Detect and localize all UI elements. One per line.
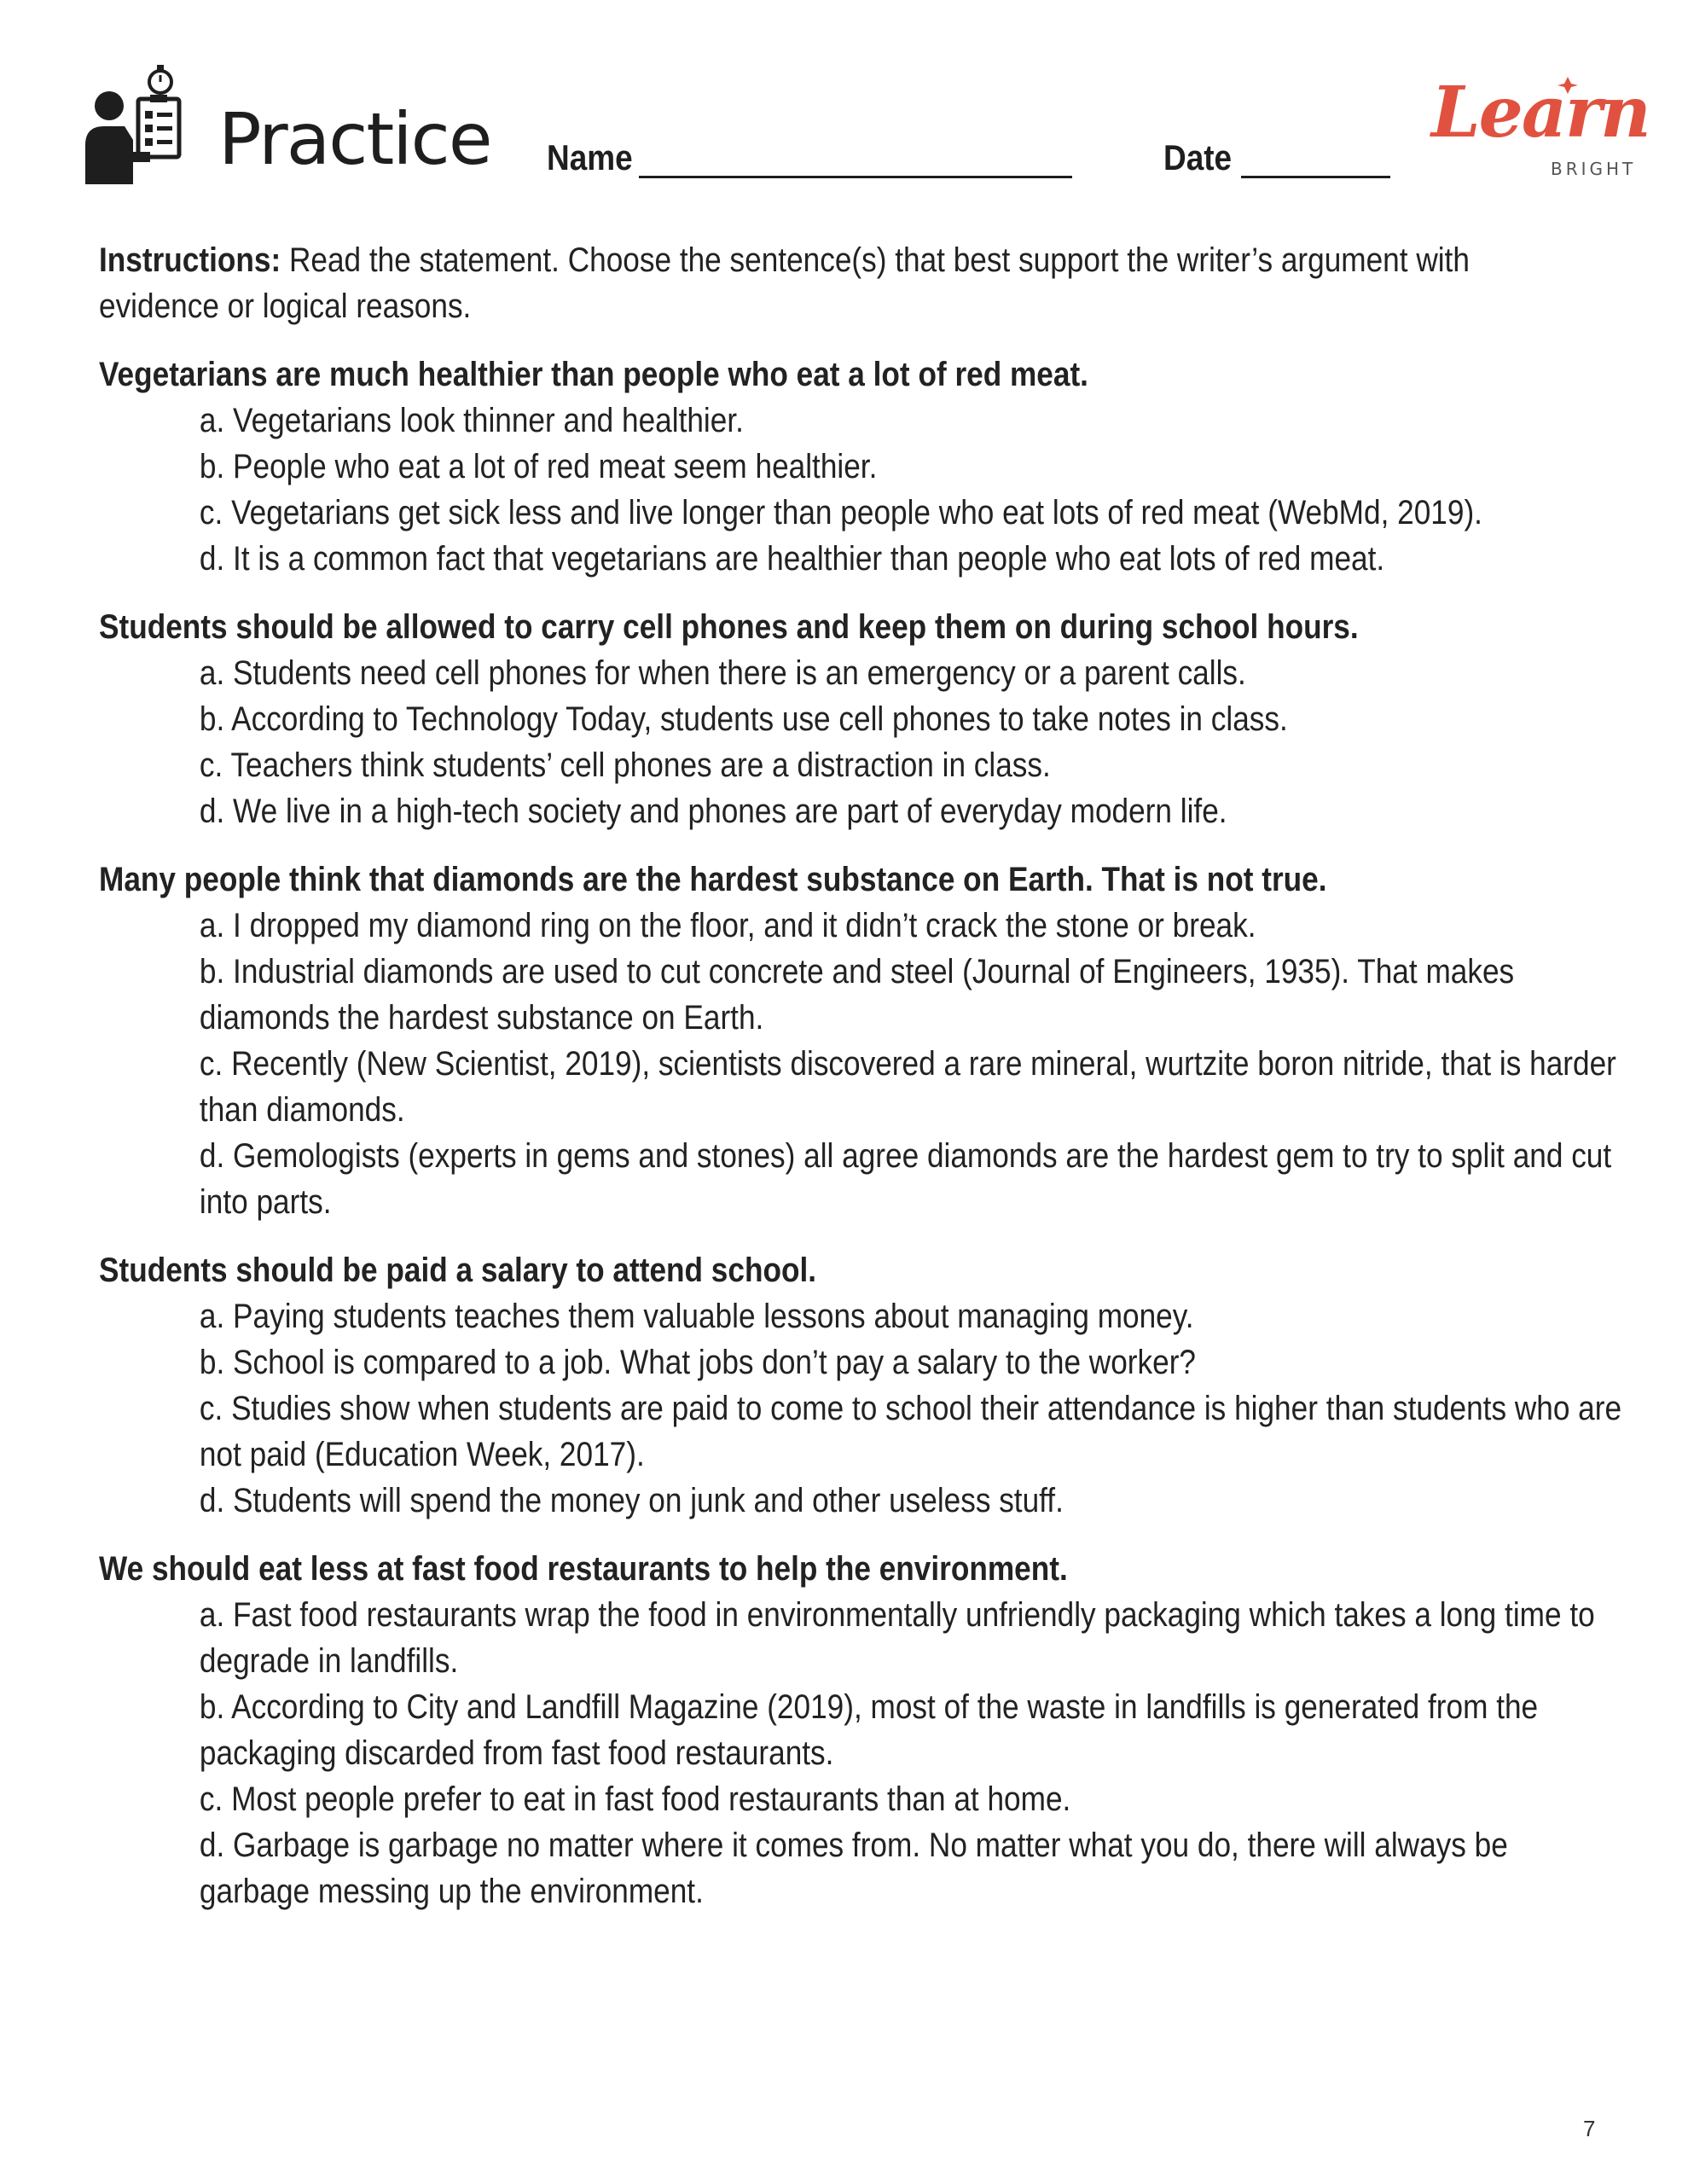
page-number: 7 [1583, 2116, 1596, 2141]
option-d: d. Students will spend the money on junk and other useless stuff. [199, 1482, 1064, 1519]
option-list [99, 398, 1600, 582]
logo-wordmark: Learn [1431, 72, 1650, 154]
option-d: d. We live in a high-tech society and phones are part of everyday modern life. [199, 793, 1227, 830]
option-a: a. Students need cell phones for when there is an emergency or a parent calls. [199, 654, 1246, 692]
question-statement: Vegetarians are much healthier than people who eat a lot of red meat. [99, 356, 1088, 393]
name-blank[interactable] [639, 143, 1072, 178]
person-clipboard-stopwatch-icon [82, 56, 193, 193]
option-c: c. Vegetarians get sick less and live longer than people who eat lots of red meat (WebMd, 2019). [199, 494, 1482, 531]
question-4 [99, 1247, 1622, 1524]
option-list [99, 1293, 1622, 1524]
instructions-text: Read the statement. Choose the sentence(s) that best support the writer’s argument with evidence or logical reasons. [99, 241, 1470, 325]
date-blank[interactable] [1241, 143, 1390, 178]
question-statement: Many people think that diamonds are the hardest substance on Earth. That is not true. [99, 861, 1327, 898]
option-d: d. It is a common fact that vegetarians are healthier than people who eat lots of red meat. [199, 540, 1385, 578]
worksheet-content [99, 237, 1622, 1937]
question-statement: Students should be paid a salary to attend school. [99, 1252, 817, 1289]
option-b: b. People who eat a lot of red meat seem healthier. [199, 448, 878, 485]
question-3 [99, 857, 1616, 1225]
option-d: d. Garbage is garbage no matter where it comes from. No matter what you do, there will always be garbage messing up the environment. [199, 1827, 1508, 1910]
date-field [1163, 137, 1390, 178]
option-c: c. Most people prefer to eat in fast food restaurants than at home. [199, 1780, 1071, 1818]
worksheet-header [82, 56, 1650, 210]
logo-subtext: BRIGHT [1551, 159, 1637, 179]
option-c: c. Recently (New Scientist, 2019), scientists discovered a rare mineral, wurtzite boron nitride, that is harder than diamonds. [199, 1045, 1616, 1129]
option-a: a. Fast food restaurants wrap the food in environmentally unfriendly packaging which takes a long time to degrade in landfills. [199, 1596, 1595, 1680]
option-a: a. I dropped my diamond ring on the floor, and it didn’t crack the stone or break. [199, 907, 1256, 944]
option-a: a. Vegetarians look thinner and healthier. [199, 402, 744, 439]
instructions [99, 237, 1510, 329]
option-d: d. Gemologists (experts in gems and stones) all agree diamonds are the hardest gem to try to split and cut into parts. [199, 1137, 1612, 1221]
question-2 [99, 604, 1600, 834]
question-1 [99, 351, 1600, 582]
option-c: c. Studies show when students are paid to come to school their attendance is higher than students who are not paid (Education Week, 2017). [199, 1390, 1622, 1473]
option-c: c. Teachers think students’ cell phones are a distraction in class. [199, 746, 1051, 784]
option-list [99, 1592, 1600, 1914]
name-field [547, 137, 1072, 178]
instructions-label: Instructions: [99, 241, 281, 279]
learn-bright-logo [1431, 72, 1650, 183]
option-b: b. School is compared to a job. What jobs don’t pay a salary to the worker? [199, 1344, 1197, 1381]
option-b: b. Industrial diamonds are used to cut concrete and steel (Journal of Engineers, 1935). That makes diamonds the hardest substance on Earth. [199, 953, 1515, 1037]
option-list [99, 650, 1600, 834]
date-label: Date [1163, 137, 1233, 177]
option-a: a. Paying students teaches them valuable lessons about managing money. [199, 1298, 1194, 1335]
option-b: b. According to Technology Today, students use cell phones to take notes in class. [199, 700, 1288, 738]
question-statement: Students should be allowed to carry cell phones and keep them on during school hours. [99, 608, 1359, 646]
option-b: b. According to City and Landfill Magazine (2019), most of the waste in landfills is generated from the packaging discarded from fast food restaurants. [199, 1688, 1539, 1772]
question-5 [99, 1546, 1600, 1914]
option-list [99, 903, 1616, 1225]
question-statement: We should eat less at fast food restaurants to help the environment. [99, 1550, 1068, 1588]
name-label: Name [547, 137, 633, 177]
page-title: Practice [218, 97, 491, 181]
